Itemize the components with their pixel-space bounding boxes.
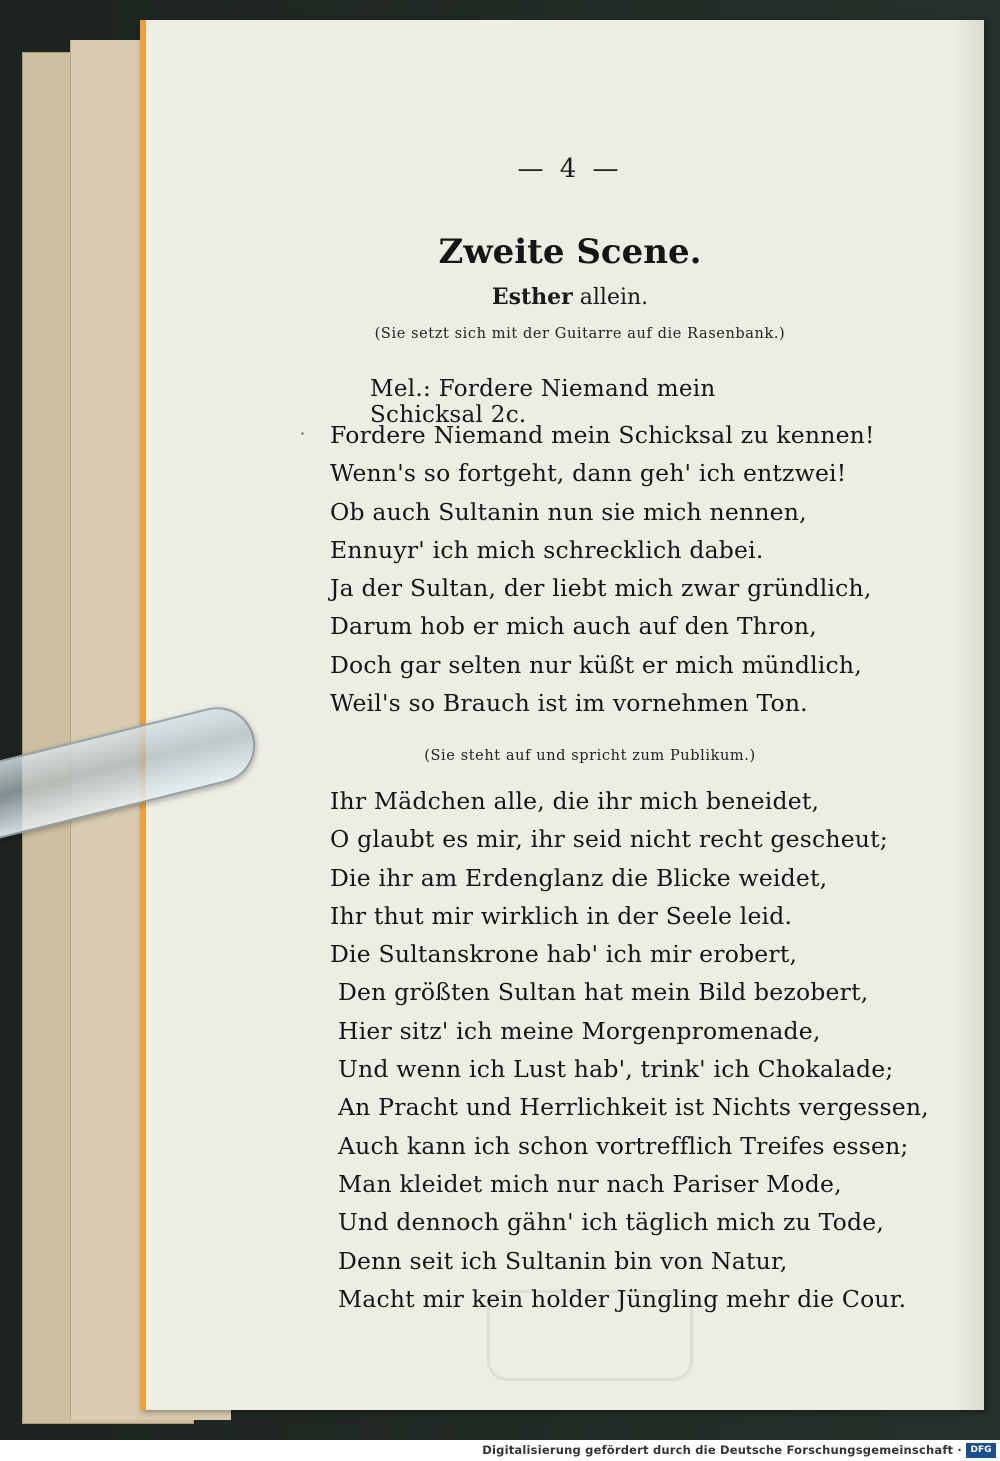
verse-line: Die Sultanskrone hab' ich mir erobert, (330, 940, 798, 969)
verse-line: Ihr Mädchen alle, die ihr mich beneidet, (330, 787, 820, 815)
verse-line: Die ihr am Erdenglanz die Blicke weidet, (330, 863, 828, 892)
scene-title: Zweite Scene. (438, 232, 702, 272)
verse-line: Ennuyr' ich mich schrecklich dabei. (330, 535, 764, 564)
verse-1 (330, 416, 875, 722)
verse-line: Ob auch Sultanin nun sie mich nennen, (330, 497, 807, 526)
dfg-logo: DFG (966, 1443, 996, 1458)
verse-line: Darum hob er mich auch auf den Thron, (330, 612, 817, 641)
verse-line: Ja der Sultan, der liebt mich zwar gründlich, (330, 574, 872, 603)
speaker-name: Esther (491, 284, 573, 310)
stage-direction: (Sie steht auf und spricht zum Publikum.) (424, 748, 756, 764)
verse-2 (330, 782, 929, 1318)
stage-direction: (Sie setzt sich mit der Guitarre auf die Rasenbank.) (374, 326, 786, 342)
speaker-line (370, 284, 770, 310)
verse-line: Wenn's so fortgeht, dann geh' ich entzwei! (330, 459, 847, 488)
page-number: — 4 — (517, 154, 623, 184)
speaker-note: allein. (579, 285, 649, 310)
verse-line: An Pracht und Herrlichkeit ist Nichts vergessen, (338, 1093, 929, 1122)
margin-mark: · (300, 424, 306, 443)
melody-note: Mel.: Fordere Niemand mein Schicksal 2c. (370, 376, 716, 428)
verse-line: Und wenn ich Lust hab', trink' ich Chokalade; (338, 1055, 894, 1084)
verse-line: Auch kann ich schon vortrefflich Treifes essen; (338, 1131, 909, 1160)
verse-line: O glaubt es mir, ihr seid nicht recht gescheut; (330, 825, 888, 854)
funding-credit: Digitalisierung gefördert durch die Deutsche Forschungsgemeinschaft · (482, 1443, 962, 1457)
verse-line: Weil's so Brauch ist im vornehmen Ton. (330, 689, 808, 718)
verse-line: Doch gar selten nur küßt er mich mündlich, (330, 650, 862, 679)
verse-line: Und dennoch gähn' ich täglich mich zu Tode, (338, 1208, 884, 1237)
verse-line: Hier sitz' ich meine Morgenpromenade, (338, 1016, 821, 1045)
verse-line: Macht mir kein holder Jüngling mehr die Cour. (338, 1284, 907, 1313)
verse-line: Fordere Niemand mein Schicksal zu kennen! (330, 421, 875, 449)
verse-line: Ihr thut mir wirklich in der Seele leid. (330, 901, 793, 930)
verse-line: Denn seit ich Sultanin bin von Natur, (338, 1246, 788, 1275)
verse-line: Den größten Sultan hat mein Bild bezobert, (338, 978, 869, 1007)
verse-line: Man kleidet mich nur nach Pariser Mode, (338, 1169, 842, 1198)
